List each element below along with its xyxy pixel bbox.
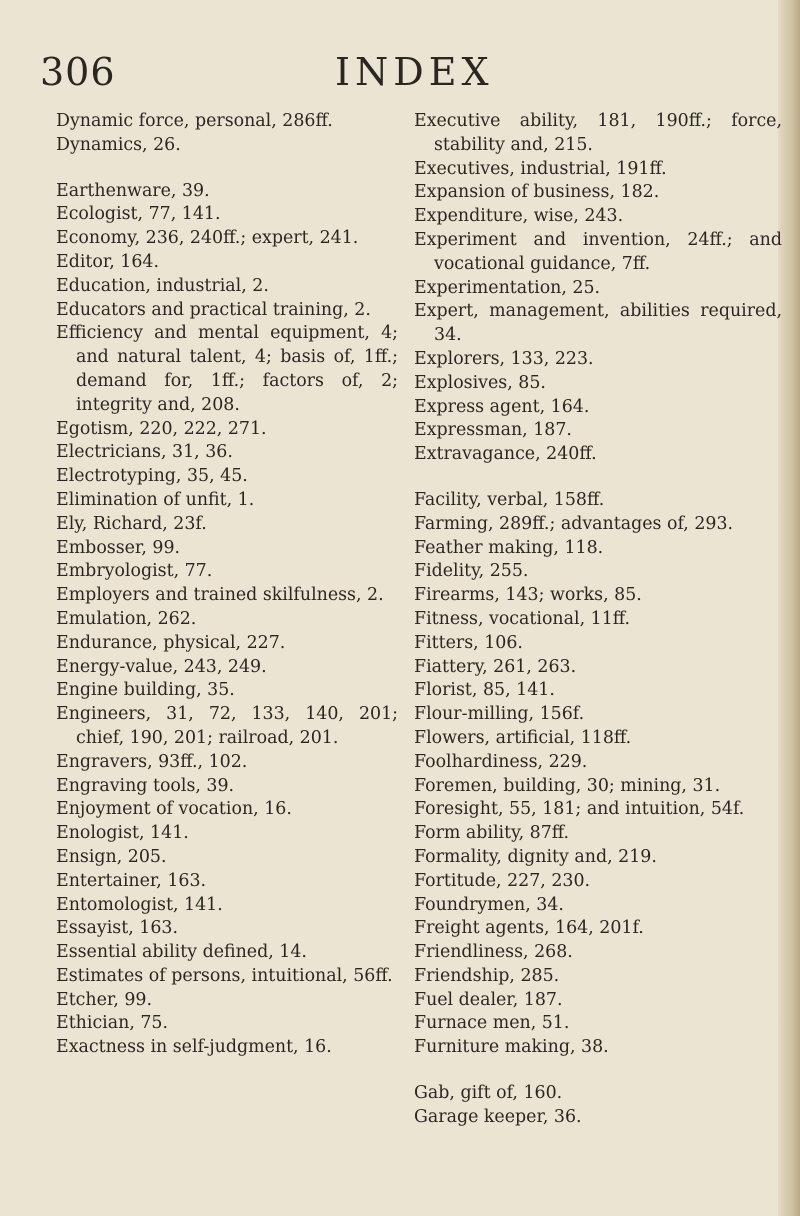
index-entry: Facility, verbal, 158ff. — [414, 489, 605, 510]
index-entry: Energy-value, 243, 249. — [56, 656, 267, 677]
index-entry: Egotism, 220, 222, 271. — [56, 418, 267, 439]
index-column-right — [414, 110, 782, 1130]
index-entry: Foolhardiness, 229. — [414, 751, 588, 772]
index-entry: Ethician, 75. — [56, 1013, 169, 1034]
running-head: INDEX — [335, 50, 494, 94]
index-entry: Exactness in self-judgment, 16. — [56, 1037, 332, 1058]
index-entry: Express agent, 164. — [414, 396, 590, 417]
index-entry: Expenditure, wise, 243. — [414, 206, 624, 227]
index-entry: Fitness, vocational, 11ff. — [414, 608, 631, 629]
index-entry: Freight agents, 164, 201f. — [414, 918, 644, 939]
index-entry: Etcher, 99. — [56, 989, 153, 1010]
index-entry: Foremen, building, 30; mining, 31. — [414, 775, 721, 796]
index-entry: Executives, industrial, 191ff. — [414, 158, 667, 179]
index-entry: Fiattery, 261, 263. — [414, 656, 577, 677]
index-entry: Furnace men, 51. — [414, 1013, 570, 1034]
index-entry: Economy, 236, 240ff.; expert, 241. — [56, 228, 359, 249]
index-entry: Firearms, 143; works, 85. — [414, 585, 642, 606]
index-column-left — [56, 110, 398, 1060]
index-entry: Garage keeper, 36. — [414, 1106, 582, 1127]
index-entry: Dynamic force, personal, 286ff. — [56, 111, 333, 131]
index-entry: Engine building, 35. — [56, 680, 235, 701]
index-entry: Furniture making, 38. — [414, 1037, 609, 1058]
index-entry: Fortitude, 227, 230. — [414, 870, 591, 891]
index-entry: Florist, 85, 141. — [414, 680, 555, 701]
index-entry: Fidelity, 255. — [414, 561, 529, 582]
index-entry: Essential ability defined, 14. — [56, 942, 307, 963]
page-number: 306 — [40, 50, 116, 94]
index-entry: Experiment and invention, 24ff.; and vocational guidance, 7ff. — [414, 229, 782, 274]
index-entry: Friendliness, 268. — [414, 942, 573, 963]
index-entry: Endurance, physical, 227. — [56, 632, 286, 653]
index-entry: Expressman, 187. — [414, 420, 572, 441]
index-entry: Flour-milling, 156f. — [414, 704, 585, 725]
index-entry: Embosser, 99. — [56, 537, 181, 558]
index-entry: Fuel dealer, 187. — [414, 989, 563, 1010]
index-entry: Enjoyment of vocation, 16. — [56, 799, 292, 820]
index-entry: Flowers, artificial, 118ff. — [414, 727, 632, 748]
index-entry: Explorers, 133, 223. — [414, 348, 594, 369]
index-entry: Editor, 164. — [56, 251, 160, 272]
index-entry: Electrotyping, 35, 45. — [56, 466, 248, 487]
index-entry: Expert, management, abilities required, 34. — [414, 301, 782, 346]
index-entry: Dynamics, 26. — [56, 134, 181, 155]
index-entry: Farming, 289ff.; advantages of, 293. — [414, 513, 734, 534]
index-entry: Expansion of business, 182. — [414, 182, 660, 203]
index-entry: Earthenware, 39. — [56, 180, 210, 201]
index-entry: Feather making, 118. — [414, 537, 604, 558]
index-entry: Gab, gift of, 160. — [414, 1083, 563, 1104]
index-entry: Education, industrial, 2. — [56, 275, 269, 296]
index-entry: Entomologist, 141. — [56, 894, 223, 915]
page-header — [0, 50, 800, 100]
index-entry: Electricians, 31, 36. — [56, 442, 233, 463]
index-entry: Foundrymen, 34. — [414, 894, 564, 915]
index-entry: Educators and practical training, 2. — [56, 299, 371, 320]
index-entry: Ely, Richard, 23f. — [56, 513, 207, 534]
index-entry: Foresight, 55, 181; and intuition, 54f. — [414, 799, 745, 820]
index-entry: Essayist, 163. — [56, 918, 178, 939]
index-entry: Elimination of unfit, 1. — [56, 489, 255, 510]
index-entry: Engineers, 31, 72, 133, 140, 201; chief, 190, 201; railroad, 201. — [56, 704, 398, 748]
index-entry: Experimentation, 25. — [414, 277, 601, 298]
index-entry: Engraving tools, 39. — [56, 775, 235, 796]
index-entry: Ecologist, 77, 141. — [56, 204, 221, 225]
index-entry: Friendship, 285. — [414, 965, 560, 986]
index-entry: Employers and trained skilfulness, 2. — [56, 585, 384, 606]
index-entry: Explosives, 85. — [414, 372, 546, 393]
index-entry: Ensign, 205. — [56, 846, 167, 867]
index-entry: Efficiency and mental equipment, 4; and natural talent, 4; basis of, 1ff.; demand for, 1ff.; factors of, 2; integrity and, 208. — [56, 323, 398, 415]
index-entry: Formality, dignity and, 219. — [414, 846, 657, 867]
index-entry: Estimates of persons, intuitional, 56ff. — [56, 965, 393, 986]
index-entry: Entertainer, 163. — [56, 870, 207, 891]
index-entry: Enologist, 141. — [56, 823, 189, 844]
index-entry: Fitters, 106. — [414, 632, 523, 653]
index-entry: Embryologist, 77. — [56, 561, 213, 582]
index-entry: Extravagance, 240ff. — [414, 444, 597, 465]
index-entry: Form ability, 87ff. — [414, 823, 570, 844]
index-entry: Emulation, 262. — [56, 608, 197, 629]
index-entry: Engravers, 93ff., 102. — [56, 751, 248, 772]
index-entry: Executive ability, 181, 190ff.; force, stability and, 215. — [414, 111, 782, 155]
